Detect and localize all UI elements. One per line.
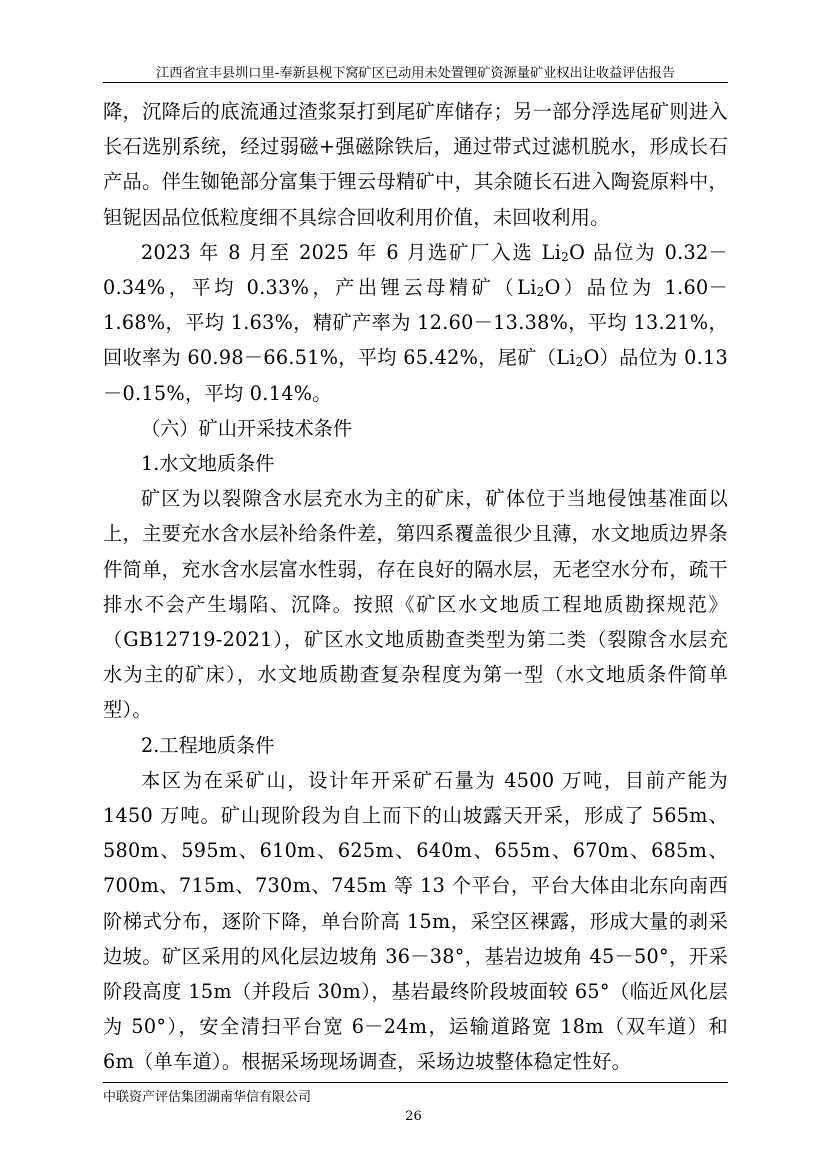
footer-rule [103,1082,728,1083]
subscript-2: 2 [575,355,584,370]
footer-company: 中联资产评估集团湖南华信有限公司 [103,1090,312,1105]
subsection-heading-engineering-geology: 2.工程地质条件 [141,733,275,757]
running-header: 江西省宜丰县圳口里-奉新县枧下窝矿区已动用未处置锂矿资源量矿业权出让收益评估报告 [155,66,676,81]
page-number: 26 [405,1109,422,1124]
subscript-2: 2 [536,285,545,300]
paragraph-engineering-geology: 本区为在采矿山，设计年开采矿石量为 4500 万吨，目前产能为 1450 万吨。矿山现阶段为自上而下的山坡露天开采，形成了 565m、580m、595m、610m、625m、640m、655m、670m、685m、700m、715m、730m、745m 等 13 个平台，平台大体由北东向南西阶梯式分布，逐阶下降，单台阶高 15m，采空区裸露，形成大量的剥采边坡。矿区采用的风化层边坡角 36－38°，基岩边坡角 45－50°，开采阶段高度 15m（并段后 30m），基岩最终阶段坡面较 65°（临近风化层为 50°），安全清扫平台宽 6－24m，运输道路宽 18m（双车道）和 6m（单车道）。根据采场现场调查，采场边坡整体稳定性好。 [103,768,728,1074]
paragraph-hydrogeology: 矿区为以裂隙含水层充水为主的矿床，矿体位于当地侵蚀基准面以上，主要充水含水层补给条件差，第四系覆盖很少且薄，水文地质边界条件简单，充水含水层富水性弱，存在良好的隔水层，无老空水分布，疏干排水不会产生塌陷、沉降。按照《矿区水文地质工程地质勘探规范》（GB12719-2021），矿区水文地质勘查类型为第二类（裂隙含水层充水为主的矿床），水文地质勘查复杂程度为第一型（水文地质条件简单型）。 [103,487,728,722]
paragraph-grade-stats [103,235,728,411]
grade-text-a: 2023 年 8 月至 2025 年 6 月选矿厂入选 Li [141,240,562,264]
paragraph-process: 降，沉降后的底流通过渣浆泵打到尾矿库储存；另一部分浮选尾矿则进入长石选别系统，经过弱磁+强磁除铁后，通过带式过滤机脱水，形成长石产品。伴生铷铯部分富集于锂云母精矿中，其余随长石进入陶瓷原料中，钽铌因品位低粒度细不具综合回收利用价值，未回收利用。 [103,100,728,229]
grade-text-d: O）品位为 0.13－0.15%，平均 0.14%。 [103,346,728,405]
section-heading-mining-conditions: （六）矿山开采技术条件 [141,416,353,440]
subscript-2: 2 [561,249,570,264]
header-rule [103,82,728,83]
grade-text-b: O 品位为 0.32－0.34%，平均 0.33%，产出锂云母精矿（Li [103,240,728,300]
grade-text-c: O）品位为 1.60－1.68%，平均 1.63%，精矿产率为 12.60－13.38%，平均 13.21%，回收率为 60.98－66.51%，平均 65.42%，尾矿（Li [103,276,728,370]
subsection-heading-hydrogeology: 1.水文地质条件 [141,452,275,476]
page-body [103,94,728,1080]
